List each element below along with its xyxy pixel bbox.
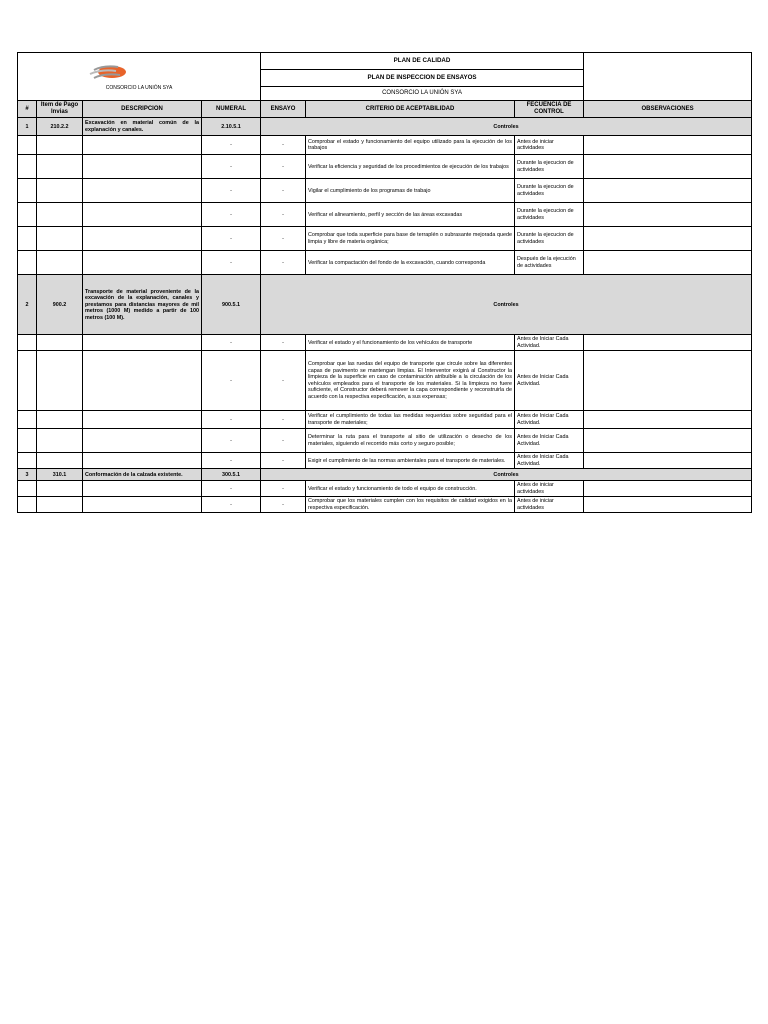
empty-cell	[18, 351, 37, 411]
empty-cell	[37, 251, 83, 275]
section-controls-label: Controles	[261, 275, 752, 335]
row-test: -	[261, 411, 306, 429]
empty-cell	[18, 411, 37, 429]
row-acceptance-criteria: Verificar el estado y el funcionamiento de los vehículos de transporte	[306, 335, 515, 351]
section-description: Excavación en material común de la explanación y canales.	[83, 118, 202, 136]
column-header: FECUENCIA DE CONTROL	[515, 101, 584, 118]
row-numeral: -	[202, 497, 261, 513]
row-control-frequency: Antes de Iniciar Cada Actividad.	[515, 351, 584, 411]
section-controls-label: Controles	[261, 469, 752, 481]
row-acceptance-criteria: Verificar el estado y funcionamiento de todo el equipo de construcción.	[306, 481, 515, 497]
row-observations	[584, 227, 752, 251]
company-name: CONSORCIO LA UNIÓN SYA	[105, 84, 173, 91]
row-numeral: -	[202, 429, 261, 453]
row-control-frequency: Después de la ejecución de actividades	[515, 251, 584, 275]
table-row	[18, 179, 752, 203]
row-numeral: -	[202, 481, 261, 497]
empty-cell	[37, 429, 83, 453]
row-numeral: -	[202, 227, 261, 251]
empty-cell	[37, 453, 83, 469]
empty-cell	[18, 497, 37, 513]
section-number: 3	[18, 469, 37, 481]
row-acceptance-criteria: Comprobar que los materiales cumplen con los requisitos de calidad exigidos en la respectiva especificación.	[306, 497, 515, 513]
consortium-logo-icon	[80, 61, 128, 83]
table-row	[18, 203, 752, 227]
empty-cell	[37, 136, 83, 155]
row-numeral: -	[202, 179, 261, 203]
empty-cell	[18, 335, 37, 351]
empty-cell	[83, 155, 202, 179]
table-row	[18, 411, 752, 429]
row-acceptance-criteria: Verificar la eficiencia y seguridad de los procedimientos de ejecución de los trabajos	[306, 155, 515, 179]
row-acceptance-criteria: Verificar la compactación del fondo de la excavación, cuando corresponda	[306, 251, 515, 275]
row-control-frequency: Antes de Iniciar Cada Actividad.	[515, 335, 584, 351]
table-row	[18, 481, 752, 497]
row-numeral: -	[202, 351, 261, 411]
row-control-frequency: Durante la ejecucion de actividades	[515, 155, 584, 179]
row-test: -	[261, 453, 306, 469]
row-control-frequency: Antes de iniciar actividades	[515, 497, 584, 513]
row-acceptance-criteria: Comprobar el estado y funcionamiento del equipo utilizado para la ejecución de los trabajos	[306, 136, 515, 155]
row-control-frequency: Antes de Iniciar Cada Actividad.	[515, 411, 584, 429]
row-test: -	[261, 227, 306, 251]
table-row	[18, 227, 752, 251]
row-observations	[584, 155, 752, 179]
row-numeral: -	[202, 335, 261, 351]
row-observations	[584, 481, 752, 497]
row-acceptance-criteria: Vigilar el cumplimiento de los programas de trabajo	[306, 179, 515, 203]
row-numeral: -	[202, 411, 261, 429]
empty-cell	[83, 453, 202, 469]
row-observations	[584, 429, 752, 453]
table-row	[18, 453, 752, 469]
logo-cell	[18, 53, 261, 101]
row-control-frequency: Antes de iniciar actividades	[515, 136, 584, 155]
plan-company: CONSORCIO LA UNIÓN SYA	[261, 87, 584, 101]
table-row	[18, 335, 752, 351]
empty-cell	[83, 429, 202, 453]
row-acceptance-criteria: Determinar la ruta para el transporte al sitio de utilización o desecho de los materiales, siguiendo el recorrido más corto y seguro posible;	[306, 429, 515, 453]
empty-cell	[18, 429, 37, 453]
section-numeral: 300.5.1	[202, 469, 261, 481]
row-numeral: -	[202, 155, 261, 179]
row-control-frequency: Durante la ejecucion de actividades	[515, 179, 584, 203]
empty-cell	[37, 179, 83, 203]
table-row	[18, 251, 752, 275]
section-pay-item: 310.1	[37, 469, 83, 481]
empty-cell	[18, 136, 37, 155]
inspection-plan-table	[17, 52, 752, 513]
column-header: #	[18, 101, 37, 118]
column-header: Item de Pago Invias	[37, 101, 83, 118]
row-test: -	[261, 203, 306, 227]
empty-cell	[18, 155, 37, 179]
empty-cell	[83, 411, 202, 429]
empty-cell	[37, 155, 83, 179]
column-header: NUMERAL	[202, 101, 261, 118]
row-observations	[584, 335, 752, 351]
empty-cell	[83, 335, 202, 351]
section-number: 2	[18, 275, 37, 335]
section-number: 1	[18, 118, 37, 136]
row-test: -	[261, 155, 306, 179]
empty-cell	[37, 481, 83, 497]
section-row	[18, 469, 752, 481]
empty-cell	[83, 203, 202, 227]
section-row	[18, 118, 752, 136]
table-row	[18, 136, 752, 155]
empty-cell	[18, 203, 37, 227]
row-control-frequency: Durante la ejecucion de actividades	[515, 203, 584, 227]
row-test: -	[261, 136, 306, 155]
row-test: -	[261, 351, 306, 411]
row-observations	[584, 251, 752, 275]
row-test: -	[261, 179, 306, 203]
section-row	[18, 275, 752, 335]
column-header: CRITERIO DE ACEPTABILIDAD	[306, 101, 515, 118]
row-observations	[584, 411, 752, 429]
column-header-row	[18, 101, 752, 118]
section-pay-item: 900.2	[37, 275, 83, 335]
empty-cell	[18, 227, 37, 251]
row-observations	[584, 453, 752, 469]
empty-cell	[18, 481, 37, 497]
empty-cell	[18, 251, 37, 275]
inspection-plan-page-1	[17, 52, 751, 513]
plan-subtitle: PLAN DE INSPECCION DE ENSAYOS	[261, 70, 584, 87]
section-description: Conformación de la calzada existente.	[83, 469, 202, 481]
section-numeral: 2.10.5.1	[202, 118, 261, 136]
row-observations	[584, 351, 752, 411]
row-test: -	[261, 335, 306, 351]
empty-cell	[37, 203, 83, 227]
empty-cell	[18, 453, 37, 469]
empty-cell	[37, 497, 83, 513]
row-observations	[584, 203, 752, 227]
row-control-frequency: Antes de Iniciar Cada Actividad.	[515, 453, 584, 469]
empty-cell	[83, 481, 202, 497]
empty-cell	[37, 411, 83, 429]
row-test: -	[261, 251, 306, 275]
table-row	[18, 351, 752, 411]
empty-cell	[83, 251, 202, 275]
row-acceptance-criteria: Comprobar que las ruedas del equipo de transporte que circule sobre las diferentes capas de pavimento se mantengan limpias. El Interventor exigirá al Constructor la limpieza de la superficie en caso de contaminación atribuible a la circulación de los vehículos empleados para el transporte de los materiales. Si la limpieza no fuere suficiente, el Constructor deberá remover la capa correspondiente y reconstruirla de acuerdo con la respectiva especificación, a sus expensas;	[306, 351, 515, 411]
row-observations	[584, 136, 752, 155]
empty-cell	[83, 351, 202, 411]
row-control-frequency: Antes de Iniciar Cada Actividad.	[515, 429, 584, 453]
row-observations	[584, 179, 752, 203]
empty-cell	[37, 335, 83, 351]
section-pay-item: 210.2.2	[37, 118, 83, 136]
empty-cell	[83, 179, 202, 203]
row-acceptance-criteria: Exigir el cumplimiento de las normas ambientales para el transporte de materiales.	[306, 453, 515, 469]
row-numeral: -	[202, 136, 261, 155]
column-header: OBSERVACIONES	[584, 101, 752, 118]
empty-cell	[37, 227, 83, 251]
column-header: DESCRIPCION	[83, 101, 202, 118]
empty-cell	[83, 497, 202, 513]
row-numeral: -	[202, 453, 261, 469]
row-observations	[584, 497, 752, 513]
table-row	[18, 497, 752, 513]
row-acceptance-criteria: Verificar el cumplimiento de todas las medidas requeridas sobre seguridad para el transporte de materiales;	[306, 411, 515, 429]
empty-cell	[37, 351, 83, 411]
row-acceptance-criteria: Comprobar que toda superficie para base de terraplén o subrasante mejorada quede limpia y libre de materia orgánica;	[306, 227, 515, 251]
section-controls-label: Controles	[261, 118, 752, 136]
row-acceptance-criteria: Verificar el alineamiento, perfil y sección de las áreas excavadas	[306, 203, 515, 227]
row-numeral: -	[202, 251, 261, 275]
row-control-frequency: Antes de iniciar actividades	[515, 481, 584, 497]
row-test: -	[261, 497, 306, 513]
column-header: ENSAYO	[261, 101, 306, 118]
empty-cell	[83, 227, 202, 251]
row-numeral: -	[202, 203, 261, 227]
empty-cell	[83, 136, 202, 155]
empty-cell	[18, 179, 37, 203]
row-test: -	[261, 429, 306, 453]
section-numeral: 900.5.1	[202, 275, 261, 335]
table-row	[18, 429, 752, 453]
table-row	[18, 155, 752, 179]
section-description: Transporte de material proveniente de la excavación de la explanación, canales y prestamos para distancias mayores de mil metros (1000 M) medido a partir de 100 metros (100 M).	[83, 275, 202, 335]
plan-title: PLAN DE CALIDAD	[261, 53, 584, 70]
row-control-frequency: Durante la ejecucion de actividades	[515, 227, 584, 251]
row-test: -	[261, 481, 306, 497]
